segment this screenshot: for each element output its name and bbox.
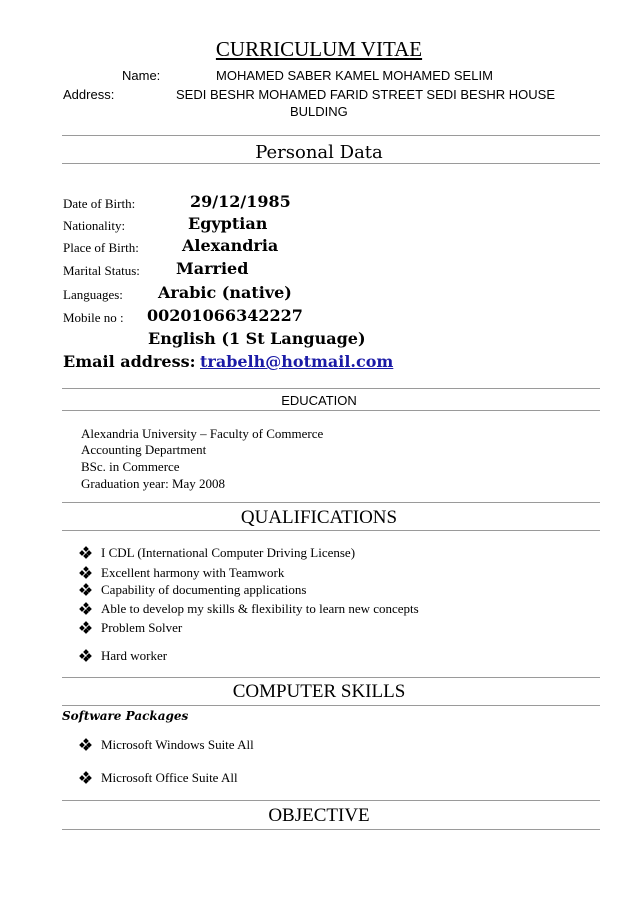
qualifications-heading: QUALIFICATIONS [240,507,398,528]
qualification-item: Able to develop my skills & flexibility to learn new concepts [80,601,419,617]
dob-label: Date of Birth: [63,196,136,211]
diamond-bullet-icon [80,650,91,661]
address-label: Address: [63,87,115,102]
address-value-line1: SEDI BESHR MOHAMED FARID STREET SEDI BESHR HOUSE [176,87,555,102]
education-line: Alexandria University – Faculty of Commerce [81,426,324,441]
qualification-item: Capability of documenting applications [80,582,306,598]
education-line: Graduation year: May 2008 [81,476,226,491]
diamond-bullet-icon [80,567,91,578]
divider [62,135,600,136]
languages-label: Languages: [63,287,123,302]
divider [62,388,600,389]
divider [62,410,600,411]
diamond-bullet-icon [80,547,91,558]
education-heading: EDUCATION [281,393,357,408]
education-line: Accounting Department [81,442,207,457]
diamond-bullet-icon [80,772,91,783]
languages-value: Arabic (native) [158,283,292,302]
marital-status-label: Marital Status: [63,263,140,278]
divider [62,530,600,531]
address-value-line2: BULDING [290,104,348,119]
diamond-bullet-icon [80,739,91,750]
nationality-value: Egyptian [188,214,268,233]
mobile-label: Mobile no : [63,310,124,325]
divider [62,502,600,503]
divider [62,677,600,678]
qualification-item: Excellent harmony with Teamwork [80,565,284,581]
nationality-label: Nationality: [63,218,126,233]
divider [62,829,600,830]
email-label: Email address: [63,352,196,371]
name-label: Name: [122,68,161,83]
software-item: Microsoft Office Suite All [80,770,238,786]
divider [62,800,600,801]
email-link[interactable]: trabelh@hotmail.com [200,352,394,371]
marital-status-value: Married [176,259,249,278]
dob-value: 29/12/1985 [190,192,291,211]
qualification-item: Problem Solver [80,620,182,636]
diamond-bullet-icon [80,603,91,614]
place-of-birth-value: Alexandria [182,236,279,255]
place-of-birth-label: Place of Birth: [63,240,139,255]
cv-title: CURRICULUM VITAE [215,37,423,61]
divider [62,705,600,706]
mobile-value: 00201066342227 [147,306,303,325]
diamond-bullet-icon [80,622,91,633]
qualification-item: Hard worker [80,648,167,664]
computer-skills-heading: COMPUTER SKILLS [232,681,406,702]
education-line: BSc. in Commerce [81,459,180,474]
languages-value-english: English (1 St Language) [148,329,366,348]
divider [62,163,600,164]
software-packages-subheading: Software Packages [62,709,189,723]
objective-heading: OBJECTIVE [268,805,370,826]
qualification-item: I CDL (International Computer Driving License) [80,545,355,561]
personal-data-heading: Personal Data [255,142,383,163]
name-value: MOHAMED SABER KAMEL MOHAMED SELIM [216,68,493,83]
software-item: Microsoft Windows Suite All [80,737,254,753]
diamond-bullet-icon [80,584,91,595]
